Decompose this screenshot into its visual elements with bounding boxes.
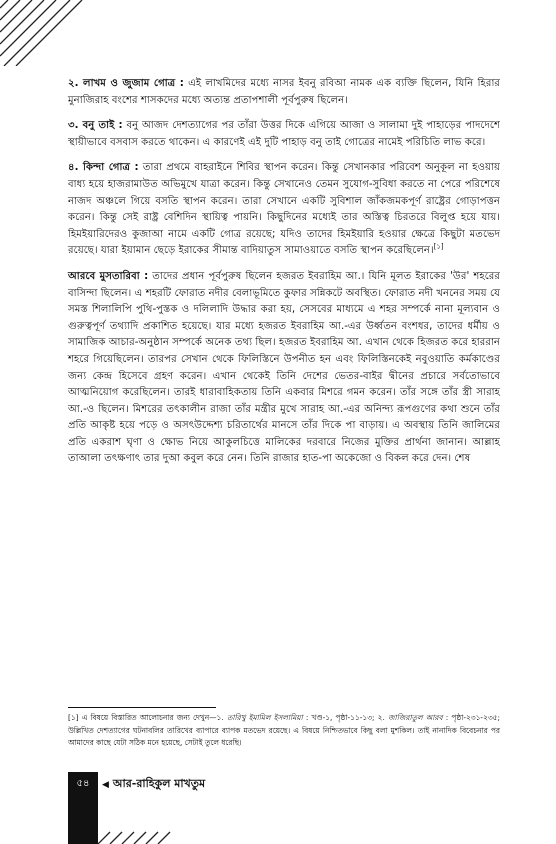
section-heading: আরবে মুসতারিবা : bbox=[68, 270, 149, 282]
bottom-hatch-pattern bbox=[98, 802, 218, 844]
footnote-divider bbox=[68, 707, 216, 708]
footnote-prefix: [১] এ বিষয়ে বিস্তারিত আলোচনার জন্য দেখুন—১. bbox=[68, 713, 227, 722]
footnote-suffix: : পৃষ্ঠা-২৩১-২৩৫; উল্লিখিত দেশত্যাগের ঘটনাবলির তারিখের ব্যাপারে ব্যাপক মতভেদ রয়েছে। এ বিষয়ে নিশ্চিতভাবে কিছু বলা মুশকিল। তাই নানাদিক বিবেচনার পর আমাদের কাছে যেটা সঠিক মনে হয়েছে, সেটাই তুলে ধরেছি। bbox=[68, 713, 500, 748]
footnote-source-title: তারিখু ইমামিল ইসলামিয়া bbox=[226, 713, 303, 722]
section-heading: ৪. কিন্দা গোত্র : bbox=[68, 162, 139, 174]
paragraph-kinda bbox=[68, 160, 500, 260]
paragraph-banu-tay bbox=[68, 118, 500, 151]
paragraph-text: বনু আজদ দেশত্যাগের পর তাঁরা উত্তর দিকে এগিয়ে আজা ও সালামা দুই পাহাড়ের পাদদেশে স্থায়ীভাবে বসবাস করতে থাকেন। এ কারণেই এই দুটি পাহাড় বনু তাই গোত্রের নামেই পরিচিতি লাভ করে। bbox=[68, 120, 500, 148]
footnote-source-title: জাজিরাতুল আরব bbox=[387, 713, 443, 722]
corner-hatch-pattern bbox=[0, 0, 88, 66]
paragraph-text: তাদের প্রধান পূর্বপুরুষ ছিলেন হজরত ইবরাহিম আ.। যিনি মূলত ইরাকের 'উর' শহরের বাসিন্দা ছিলেন। এ শহরটি ফোরাত নদীর বেলাভূমিতে কুফার সন্নিকটে অবস্থিত। ফোরাত নদী খননের সময় যে সমস্ত শিলালিপি পুথি-পুস্তক ও দলিলাদি উদ্ধার করা হয়, সেসবের মাধ্যমে এ শহর সম্পর্কে নানা মূল্যবান ও গুরুত্বপূর্ণ তথ্যাদি প্রকাশিত হয়েছে। যার মধ্যে হজরত ইবরাহিম আ.-এর উর্ধ্বতন বংশধর, তাদের ধর্মীয় ও সামাজিক আচার-অনুষ্ঠান সম্পর্কে অনেক তথ্য ছিল। হজরত ইবরাহিম আ. এখান থেকে হিজরত করে হাররান শহরে গিয়েছিলেন। তারপর সেখান থেকে ফিলিস্তিনে উপনীত হন এবং ফিলিস্তিনকেই নবুওয়াতি কর্মকাণ্ডের জন্য কেন্দ্র হিসেবে গ্রহণ করেন। এখান থেকেই তিনি দেশের ভেতর-বাইর দ্বীনের প্রচারে সর্বতোভাবে আত্মনিয়োগ করেছিলেন। তারই ধারাবাহিকতায় তিনি একবার মিশরে গমন করেন। তাঁর সঙ্গে তাঁর স্ত্রী সারাহ আ.-ও ছিলেন। মিশরের তৎকালীন রাজা তাঁর মন্ত্রীর মুখে সারাহ আ.-এর অনিন্দ্য রূপগুণের কথা শুনে তাঁর প্রতি আকৃষ্ট হয়ে পড়ে ও অসৎউদ্দেশ্য চরিতার্থের মানসে তাঁর দিকে পা বাড়ায়। এ অবস্থায় তিনি জালিমের প্রতি একরাশ ঘৃণা ও ক্ষোভ নিয়ে আকুলচিত্তে মালিকের দরবারে নিজের মুক্তির প্রার্থনা জানান। আল্লাহ তাআলা তৎক্ষণাৎ তার দুআ কবুল করে নেন। তিনি রাজার হাত-পা অকেজো ও বিকল করে দেন। শেষ bbox=[68, 270, 500, 465]
paragraph-text: এই লাখমিদের মধ্যে নাসর ইবনু রবিআ নামক এক ব্যক্তি ছিলেন, যিনি হিরার মুনাজিরাহ বংশের শাসকদের মধ্যে অত্যন্ত প্রতাপশালী পূর্বপুরুষ ছিলেন। bbox=[68, 78, 501, 106]
footnote bbox=[68, 712, 500, 750]
paragraph-arab-mustariba bbox=[68, 269, 500, 468]
paragraph-lakhm-judham bbox=[68, 76, 500, 109]
page-body bbox=[68, 76, 500, 477]
triangle-left-icon: ◀ bbox=[102, 780, 109, 790]
section-heading: ৩. বনু তাই : bbox=[68, 120, 123, 132]
book-title: আর-রাহিকুল মাখতুম bbox=[112, 777, 206, 790]
page-number: ৫৪ bbox=[76, 778, 90, 789]
footnote-middle: : খণ্ড-১, পৃষ্ঠা-১১-১৩; ২. bbox=[302, 713, 388, 722]
footnote-marker[interactable]: [১] bbox=[433, 242, 444, 251]
paragraph-text: তারা প্রথমে বাহরাইনে শিবির স্থাপন করেন। কিন্তু সেখানকার পরিবেশ অনুকূল না হওয়ায় বাধ্য হয়ে হাজরামাউত অভিমুখে যাত্রা করেন। কিন্তু সেখানেও তেমন সুযোগ-সুবিধা করতে না পেরে পরিশেষে নাজদ অঞ্চলে গিয়ে বসতি স্থাপন করেন। তারা সেখানে একটি সুবিশাল জাঁকজমকপূর্ণ রাষ্ট্রের গোড়াপত্তন করেন। কিন্তু সেই রাষ্ট্র বেশিদিন স্থায়িত্ব পায়নি। কিছুদিনের মধ্যেই তার অস্তিত্ব চিরতরে বিলুপ্ত হয়ে যায়। হিমইয়ারিদেরও কুজাআ নামে একটি গোত্র রয়েছে; যদিও তাদের হিমইয়ারি হওয়ার ক্ষেত্রে কিছুটা মতভেদ রয়েছে। যারা ইয়ামান ছেড়ে ইরাকের সীমান্ত বাদিয়াতুস সামাওয়াতে বসতি স্থাপন করেছিলেন। bbox=[68, 162, 500, 257]
section-heading: ২. লাখম ও জুজাম গোত্র : bbox=[68, 78, 184, 89]
running-head bbox=[102, 774, 205, 794]
